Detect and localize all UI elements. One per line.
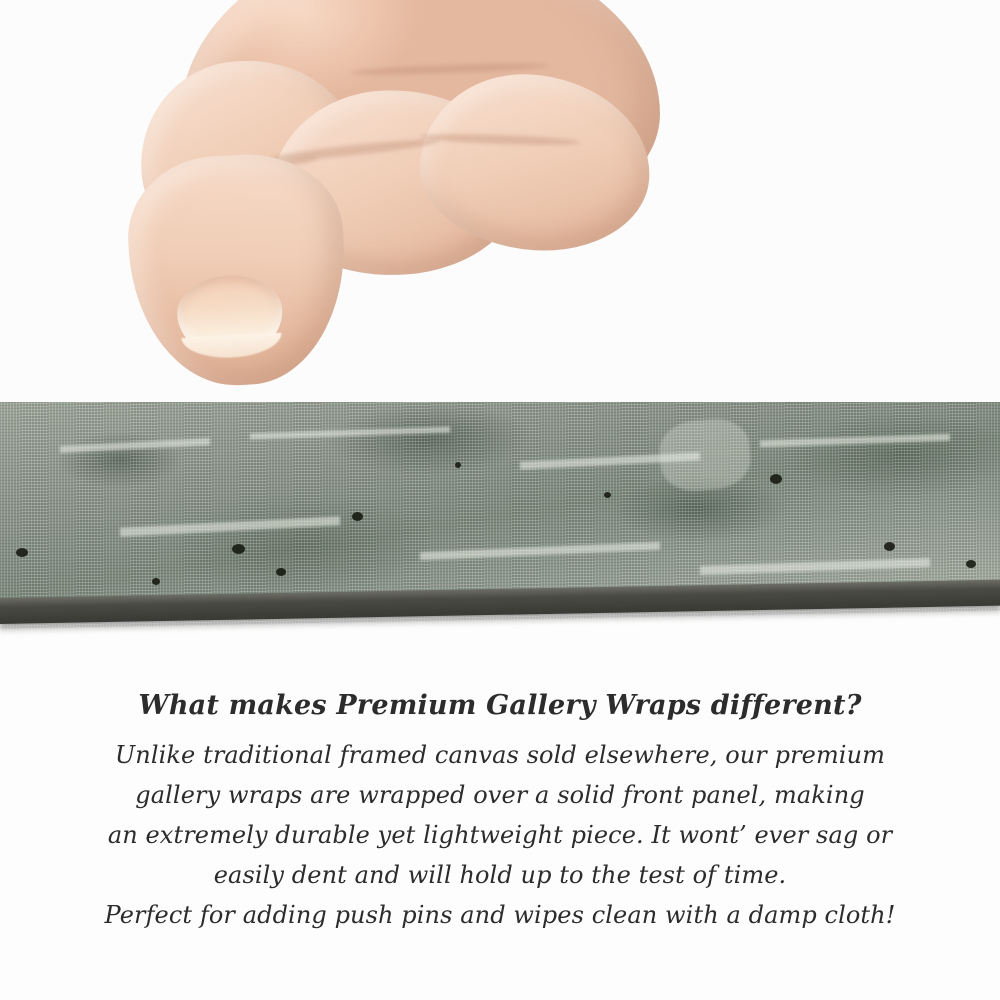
gallery-wrap-slab — [0, 402, 1000, 637]
caption-title: What makes Premium Gallery Wraps different? — [138, 690, 862, 721]
caption-block — [0, 690, 1000, 935]
canvas-speck — [966, 560, 976, 568]
canvas-speck — [455, 462, 461, 468]
canvas-speck — [770, 474, 782, 484]
canvas-speck — [276, 568, 286, 576]
canvas-speck — [884, 542, 895, 551]
canvas-speck — [604, 492, 611, 498]
canvas-speck — [352, 512, 363, 521]
thumb-shape — [124, 150, 351, 391]
caption-line-5: Perfect for adding push pins and wipes clean with a damp cloth! — [104, 901, 896, 929]
canvas-speck — [232, 544, 245, 554]
hand-illustration — [120, 0, 680, 405]
hand-photo-area — [0, 0, 1000, 405]
caption-line-2: gallery wraps are wrapped over a solid front panel, making — [135, 781, 865, 809]
caption-line-3: an extremely durable yet lightweight piece. It wont’ ever sag or — [107, 821, 893, 849]
thumbnail-tip — [181, 333, 282, 360]
canvas-speck — [152, 578, 160, 585]
caption-line-4: easily dent and will hold up to the test of time. — [213, 861, 787, 889]
caption-line-1: Unlike traditional framed canvas sold elsewhere, our premium — [114, 741, 885, 769]
canvas-speck — [16, 548, 28, 557]
